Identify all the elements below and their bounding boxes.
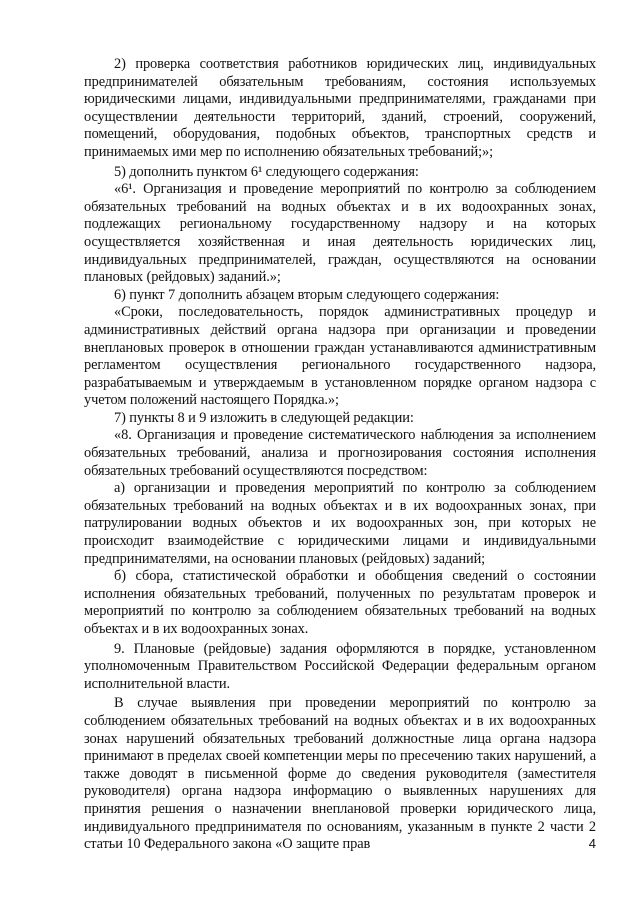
- paragraph-item-7: 7) пункты 8 и 9 изложить в следующей редакции:: [114, 409, 414, 426]
- paragraph-point-9: 9. Плановые (рейдовые) задания оформляются в порядке, установленном уполномоченным Правительством Российской Федерации федеральным органом исполнительной власти.: [84, 640, 596, 692]
- paragraph-deadlines: «Сроки, последовательность, порядок административных процедур и административных действий органа надзора при организации и проведении внеплановых проверок в отношении граждан устанавливаются административным регламентом осуществления регионального государственного надзора, разрабатываемым и утверждаемым в установленном порядке органом надзора с учетом положений настоящего Порядка.»;: [84, 304, 596, 409]
- paragraph-subitem-a: а) организации и проведения мероприятий по контролю за соблюдением обязательных требований на водных объектах и в их водоохранных зонах, при патрулировании водных объектов и их водоохранных зон, при которых не происходит взаимодействие с юридическими лицами и индивидуальными предпринимателями, на основании плановых (рейдовых) заданий;: [84, 480, 596, 567]
- paragraph-item-5: 5) дополнить пунктом 6¹ следующего содержания:: [114, 163, 419, 180]
- paragraph-point-6-1: «6¹. Организация и проведение мероприятий по контролю за соблюдением обязательных требований на водных объектах и в их водоохранных зонах, подлежащих региональному государственному надзору и на которых осуществляется хозяйственная и иная деятельность юридических лиц, индивидуальных предпринимателей, граждан, осуществляются на основании плановых (рейдовых) заданий.»;: [84, 181, 596, 286]
- paragraph-item-6: 6) пункт 7 дополнить абзацем вторым следующего содержания:: [114, 286, 500, 303]
- paragraph-item-2: 2) проверка соответствия работников юридических лиц, индивидуальных предпринимателей обязательным требованиям, состояния используемых юридическими лицами, индивидуальными предпринимателями, гражданами при осуществлении деятельности территорий, зданий, строений, сооружений, помещений, оборудования, подобных объектов, транспортных средств и принимаемых ими мер по исполнению обязательных требований;»;: [84, 56, 596, 160]
- paragraph-subitem-b: б) сбора, статистической обработки и обобщения сведений о состоянии исполнения обязательных требований, полученных по результатам проверок и мероприятий по контролю за соблюдением обязательных требований на водных объектах и в их водоохранных зонах.: [84, 568, 596, 637]
- paragraph-violations: В случае выявления при проведении мероприятий по контролю за соблюдением обязательных требований на водных объектах и в их водоохранных зонах нарушений обязательных требований должностные лица органа надзора принимают в пределах своей компетенции меры по пресечению таких нарушений, а также доводят в письменной форме до сведения руководителя (заместителя руководителя) органа надзора информацию о выявленных нарушениях для принятия решения о назначении внеплановой проверки юридического лица, индивидуального предпринимателя по основаниям, указанным в пункте 2 части 2 статьи 10 Федерального закона «О защите прав: [84, 695, 596, 853]
- page-number: 4: [588, 836, 596, 851]
- paragraph-point-8: «8. Организация и проведение систематического наблюдения за исполнением обязательных требований, анализа и прогнозирования состояния исполнения обязательных требований осуществляются посредством:: [84, 427, 596, 479]
